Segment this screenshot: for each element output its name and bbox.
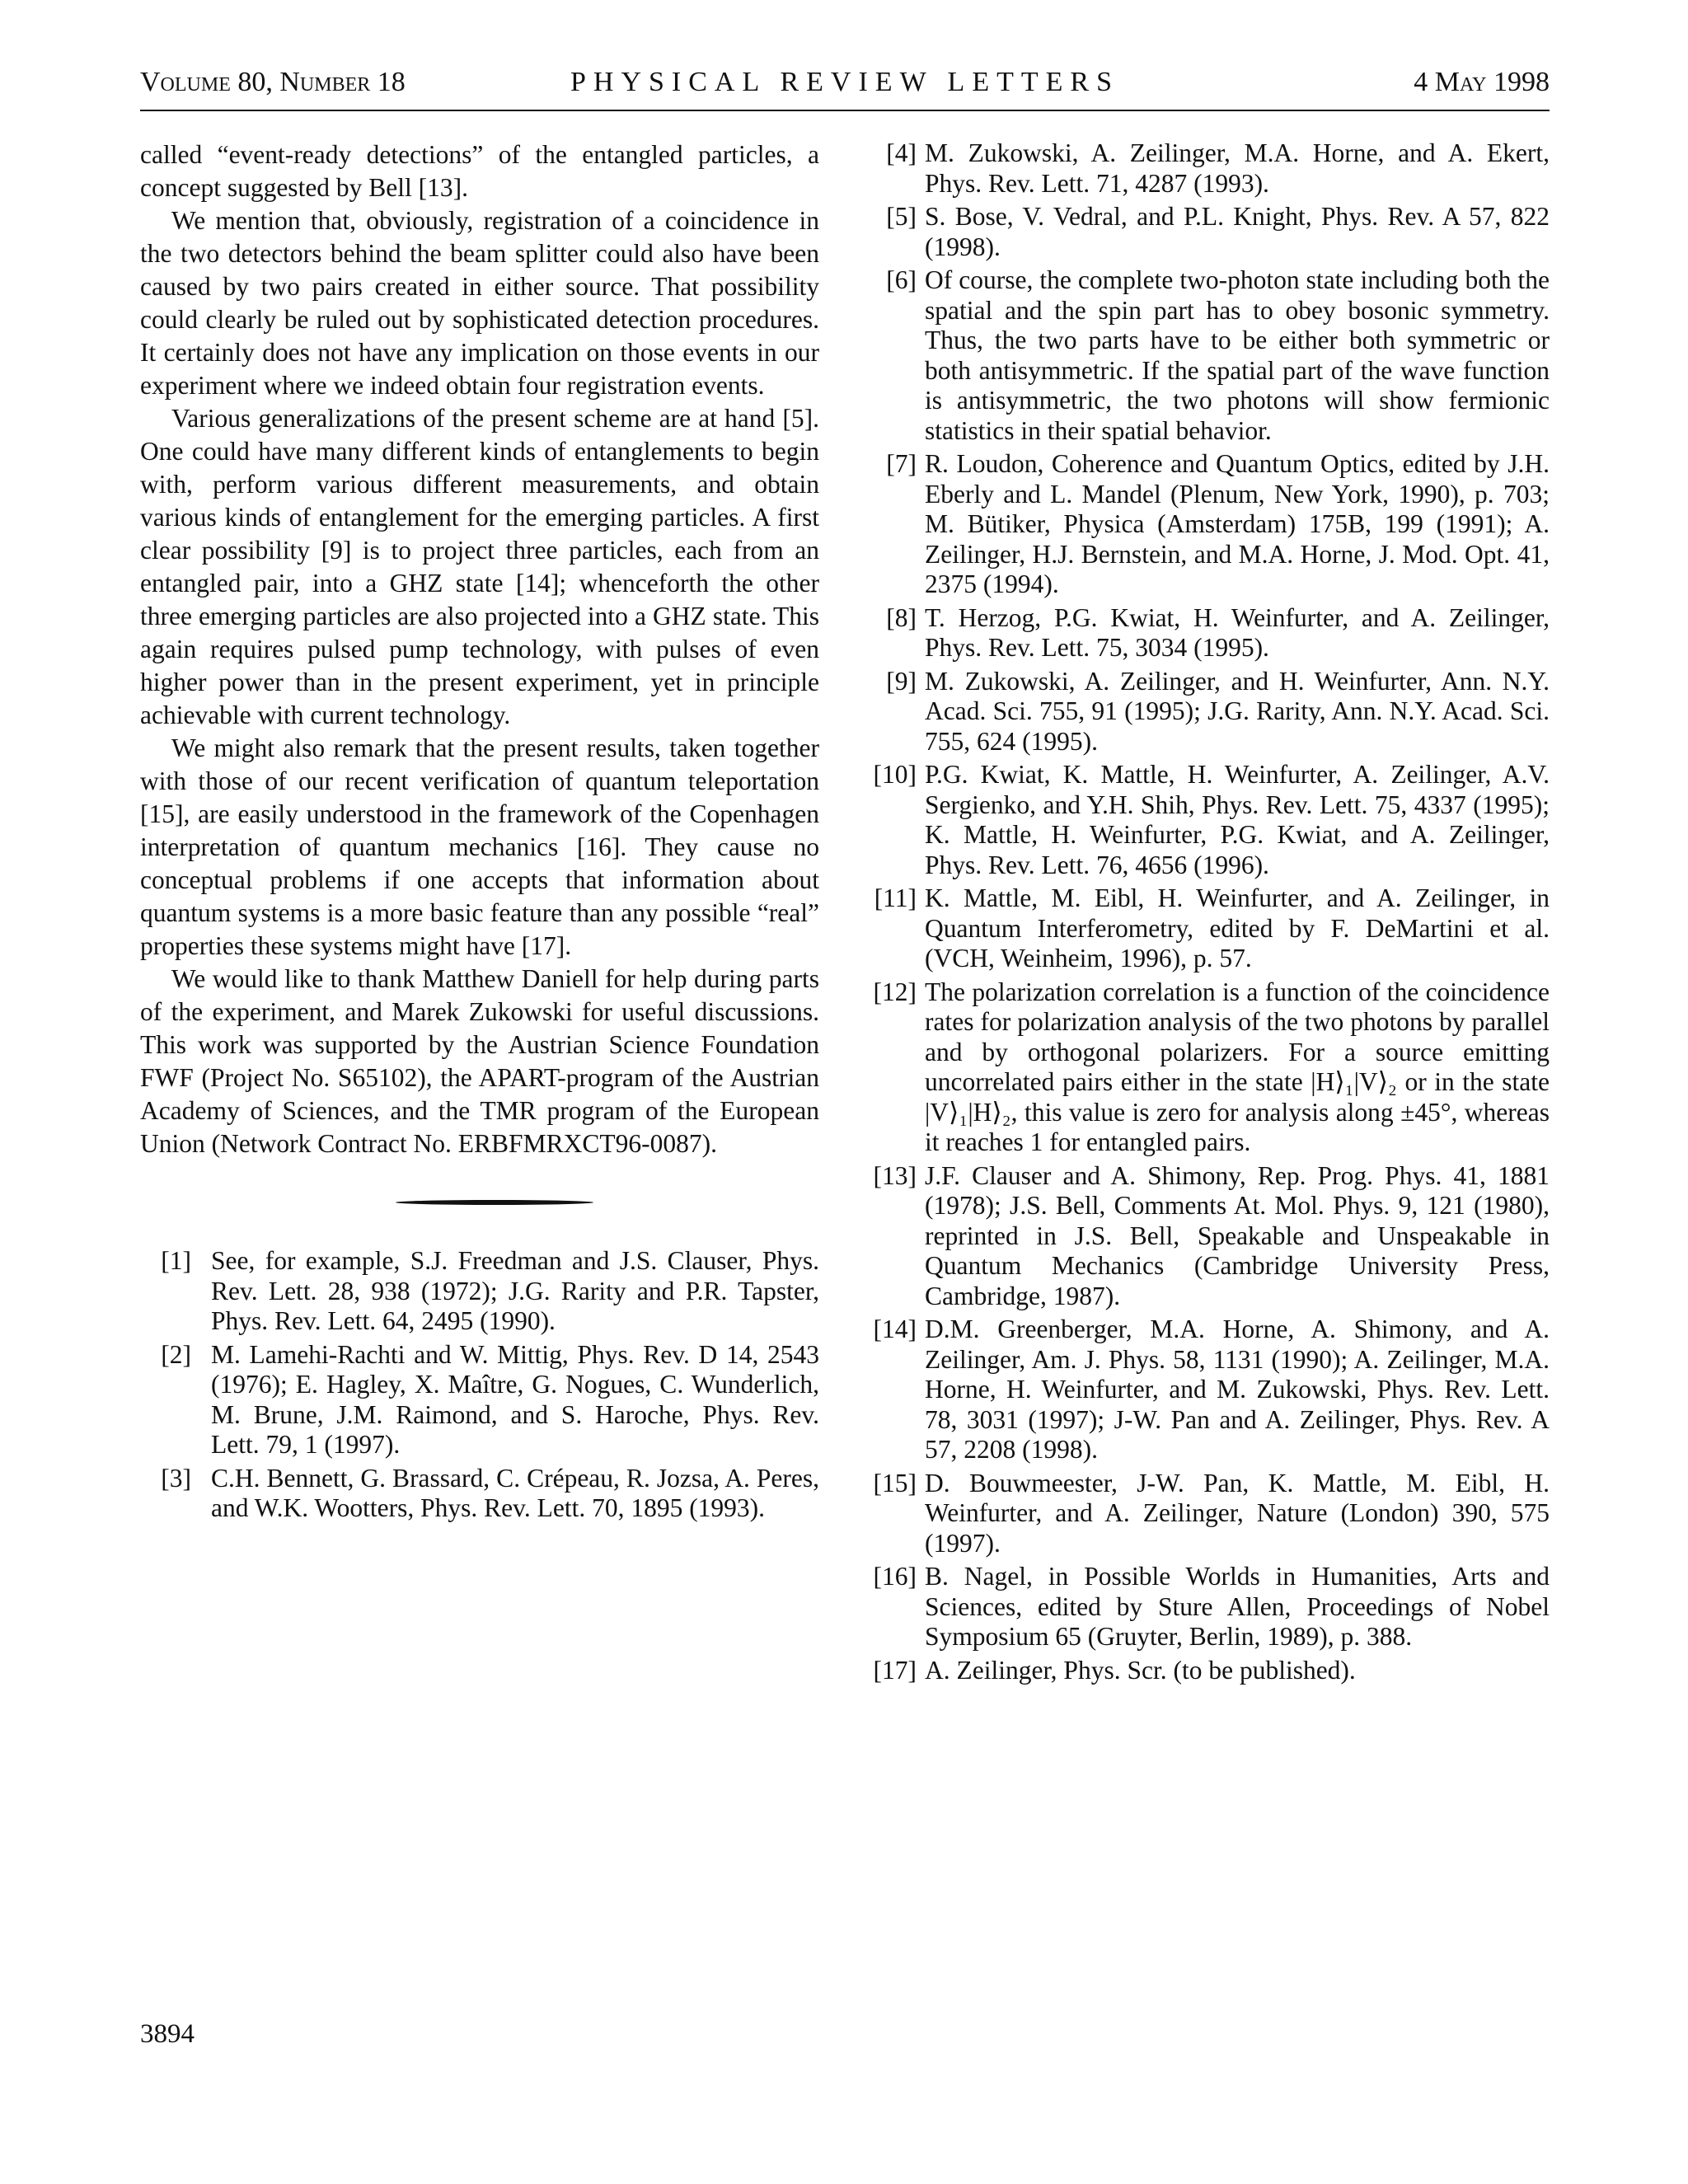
reference-text: D. Bouwmeester, J-W. Pan, K. Mattle, M. Eibl, H. Weinfurter, and A. Zeilinger, Nature (London) 390, 575 (1997). bbox=[925, 1468, 1550, 1558]
reference-text: M. Zukowski, A. Zeilinger, M.A. Horne, and A. Ekert, Phys. Rev. Lett. 71, 4287 (1993). bbox=[925, 138, 1550, 198]
reference-text: R. Loudon, Coherence and Quantum Optics, edited by J.H. Eberly and L. Mandel (Plenum, New York, 1990), p. 703; M. Bütiker, Physica (Amsterdam) 175B, 199 (1991); A. Zeilinger, H.J. Bernstein, and M.A. Horne, J. Mod. Opt. 41, 2375 (1994). bbox=[925, 449, 1550, 598]
reference-text: See, for example, S.J. Freedman and J.S. Clauser, Phys. Rev. Lett. 28, 938 (1972); J.G. Rarity and P.R. Tapster, Phys. Rev. Lett. 64, 2495 (1990). bbox=[211, 1246, 819, 1335]
section-separator bbox=[396, 1200, 593, 1205]
reference-list-left bbox=[140, 1246, 819, 1524]
reference-number: [1] bbox=[161, 1246, 191, 1275]
reference-number: [2] bbox=[161, 1339, 191, 1369]
reference-number: [12] bbox=[873, 977, 917, 1006]
reference-text: P.G. Kwiat, K. Mattle, H. Weinfurter, A. Zeilinger, A.V. Sergienko, and Y.H. Shih, Phys. Rev. Lett. 75, 4337 (1995); K. Mattle, H. Weinfurter, P.G. Kwiat, and A. Zeilinger, Phys. Rev. Lett. 76, 4656 (1996). bbox=[925, 760, 1550, 879]
reference-item bbox=[869, 1469, 1550, 1559]
reference-number: [13] bbox=[873, 1160, 917, 1190]
reference-item bbox=[869, 1656, 1550, 1686]
reference-text: T. Herzog, P.G. Kwiat, H. Weinfurter, and A. Zeilinger, Phys. Rev. Lett. 75, 3034 (1995). bbox=[925, 602, 1550, 662]
reference-item bbox=[869, 977, 1550, 1158]
left-column bbox=[140, 138, 819, 1527]
reference-number: [14] bbox=[873, 1315, 917, 1343]
header-rule bbox=[140, 110, 1550, 111]
reference-text: A. Zeilinger, Phys. Scr. (to be published). bbox=[925, 1655, 1356, 1685]
reference-text: M. Lamehi-Rachti and W. Mittig, Phys. Rev. D 14, 2543 (1976); E. Hagley, X. Maître, G. Nogues, C. Wunderlich, M. Brune, J.M. Raimond, and S. Haroche, Phys. Rev. Lett. 79, 1 (1997). bbox=[211, 1339, 819, 1459]
reference-item bbox=[869, 449, 1550, 600]
reference-text: D.M. Greenberger, M.A. Horne, A. Shimony, and A. Zeilinger, Am. J. Phys. 58, 1131 (1990); A. Zeilinger, M.A. Horne, H. Weinfurter, and M. Zukowski, Phys. Rev. Lett. 78, 3031 (1997); J-W. Pan and A. Zeilinger, Phys. Rev. A 57, 2208 (1998). bbox=[925, 1315, 1550, 1464]
body-paragraph: Various generalizations of the present scheme are at hand [5]. One could have many different kinds of entanglements to begin with, perform various different measurements, and obtain various kinds of entanglement for the emerging particles. A first clear possibility [9] is to project three particles, each from an entangled pair, into a GHZ state [14]; whenceforth the other three emerging particles are also projected into a GHZ state. This again requires pulsed pump technology, with pulses of even higher power than in the present experiment, yet in principle achievable with current technology. bbox=[140, 404, 819, 729]
reference-text: B. Nagel, in Possible Worlds in Humanities, Arts and Sciences, edited by Sture Allen, Proceedings of Nobel Symposium 65 (Gruyter, Berlin, 1989), p. 388. bbox=[925, 1562, 1550, 1651]
reference-text: C.H. Bennett, G. Brassard, C. Crépeau, R. Jozsa, A. Peres, and W.K. Wootters, Phys. Rev. Lett. 70, 1895 (1993). bbox=[211, 1463, 819, 1522]
reference-number: [11] bbox=[874, 883, 917, 912]
reference-number: [16] bbox=[873, 1562, 917, 1591]
acknowledgments-paragraph: We would like to thank Matthew Daniell for help during parts of the experiment, and Marek Zukowski for useful discussions. This work was supported by the Austrian Science Foundation FWF (Project No. S65102), the APART-program of the Austrian Academy of Sciences, and the TMR program of the European Union (Network Contract No. ERBFMRXCT96-0087). bbox=[140, 964, 819, 1158]
reference-item bbox=[155, 1464, 819, 1524]
reference-number: [8] bbox=[886, 602, 917, 632]
reference-item bbox=[869, 1315, 1550, 1465]
reference-number: [3] bbox=[161, 1463, 191, 1493]
running-header bbox=[140, 58, 1550, 107]
reference-number: [4] bbox=[886, 138, 917, 167]
reference-number: [9] bbox=[886, 666, 917, 696]
reference-number: [17] bbox=[873, 1655, 917, 1685]
reference-number: [5] bbox=[886, 202, 917, 231]
reference-item bbox=[869, 883, 1550, 974]
right-column bbox=[869, 138, 1550, 1689]
reference-item bbox=[869, 265, 1550, 446]
reference-number: [10] bbox=[873, 760, 917, 789]
body-paragraph: We might also remark that the present results, taken together with those of our recent verification of quantum teleportation [15], are easily understood in the framework of the Copenhagen interpretation of quantum mechanics [16]. They cause no conceptual problems if one accepts that information about quantum systems is a more basic feature than any possible “real” properties these systems might have [17]. bbox=[140, 733, 819, 960]
volume-number: Volume 80, Number 18 bbox=[140, 67, 406, 97]
reference-text: J.F. Clauser and A. Shimony, Rep. Prog. Phys. 41, 1881 (1978); J.S. Bell, Comments At. Mol. Phys. 9, 121 (1980), reprinted in J.S. Bell, Speakable and Unspeakable in Quantum Mechanics (Cambridge University Press, Cambridge, 1987). bbox=[925, 1160, 1550, 1310]
reference-item bbox=[869, 667, 1550, 757]
reference-text: Of course, the complete two-photon state including both the spatial and the spin part has to obey bosonic symmetry. Thus, the two parts have to be either both symmetric or both antisymmetric. If the spatial part of the wave function is antisymmetric, the two photons will show fermionic statistics in their spatial behavior. bbox=[925, 265, 1550, 445]
reference-item bbox=[869, 603, 1550, 663]
reference-item bbox=[869, 202, 1550, 262]
reference-number: [7] bbox=[886, 449, 917, 478]
journal-title: PHYSICAL REVIEW LETTERS bbox=[570, 67, 1119, 97]
reference-item bbox=[869, 138, 1550, 199]
reference-item bbox=[155, 1340, 819, 1460]
reference-item bbox=[869, 1161, 1550, 1312]
reference-text: K. Mattle, M. Eibl, H. Weinfurter, and A. Zeilinger, in Quantum Interferometry, edited by F. DeMartini et al. (VCH, Weinheim, 1996), p. 57. bbox=[925, 883, 1550, 972]
reference-text: M. Zukowski, A. Zeilinger, and H. Weinfurter, Ann. N.Y. Acad. Sci. 755, 91 (1995); J.G. Rarity, Ann. N.Y. Acad. Sci. 755, 624 (1995). bbox=[925, 666, 1550, 756]
reference-item bbox=[869, 1562, 1550, 1652]
reference-number: [6] bbox=[886, 265, 917, 294]
body-paragraph: We mention that, obviously, registration of a coincidence in the two detectors behind the beam splitter could also have been caused by two pairs created in either source. That possibility could clearly be ruled out by sophisticated detection procedures. It certainly does not have any implication on those events in our experiment where we indeed obtain four registration events. bbox=[140, 206, 819, 400]
reference-text: The polarization correlation is a function of the coincidence rates for polarization analysis of the two photons by parallel and by orthogonal polarizers. For a source emitting uncorrelated pairs either in the state |H⟩₁|V⟩₂ or in the state |V⟩₁|H⟩₂, this value is zero for analysis along ±45°, whereas it reaches 1 for entangled pairs. bbox=[925, 977, 1550, 1156]
page-number: 3894 bbox=[140, 2019, 195, 2049]
reference-item bbox=[155, 1246, 819, 1337]
body-paragraph: called “event-ready detections” of the entangled particles, a concept suggested by Bell [13]. bbox=[140, 140, 819, 202]
reference-text: S. Bose, V. Vedral, and P.L. Knight, Phys. Rev. A 57, 822 (1998). bbox=[925, 202, 1550, 261]
issue-date: 4 May 1998 bbox=[1414, 67, 1550, 97]
reference-item bbox=[869, 760, 1550, 880]
reference-number: [15] bbox=[873, 1468, 917, 1497]
